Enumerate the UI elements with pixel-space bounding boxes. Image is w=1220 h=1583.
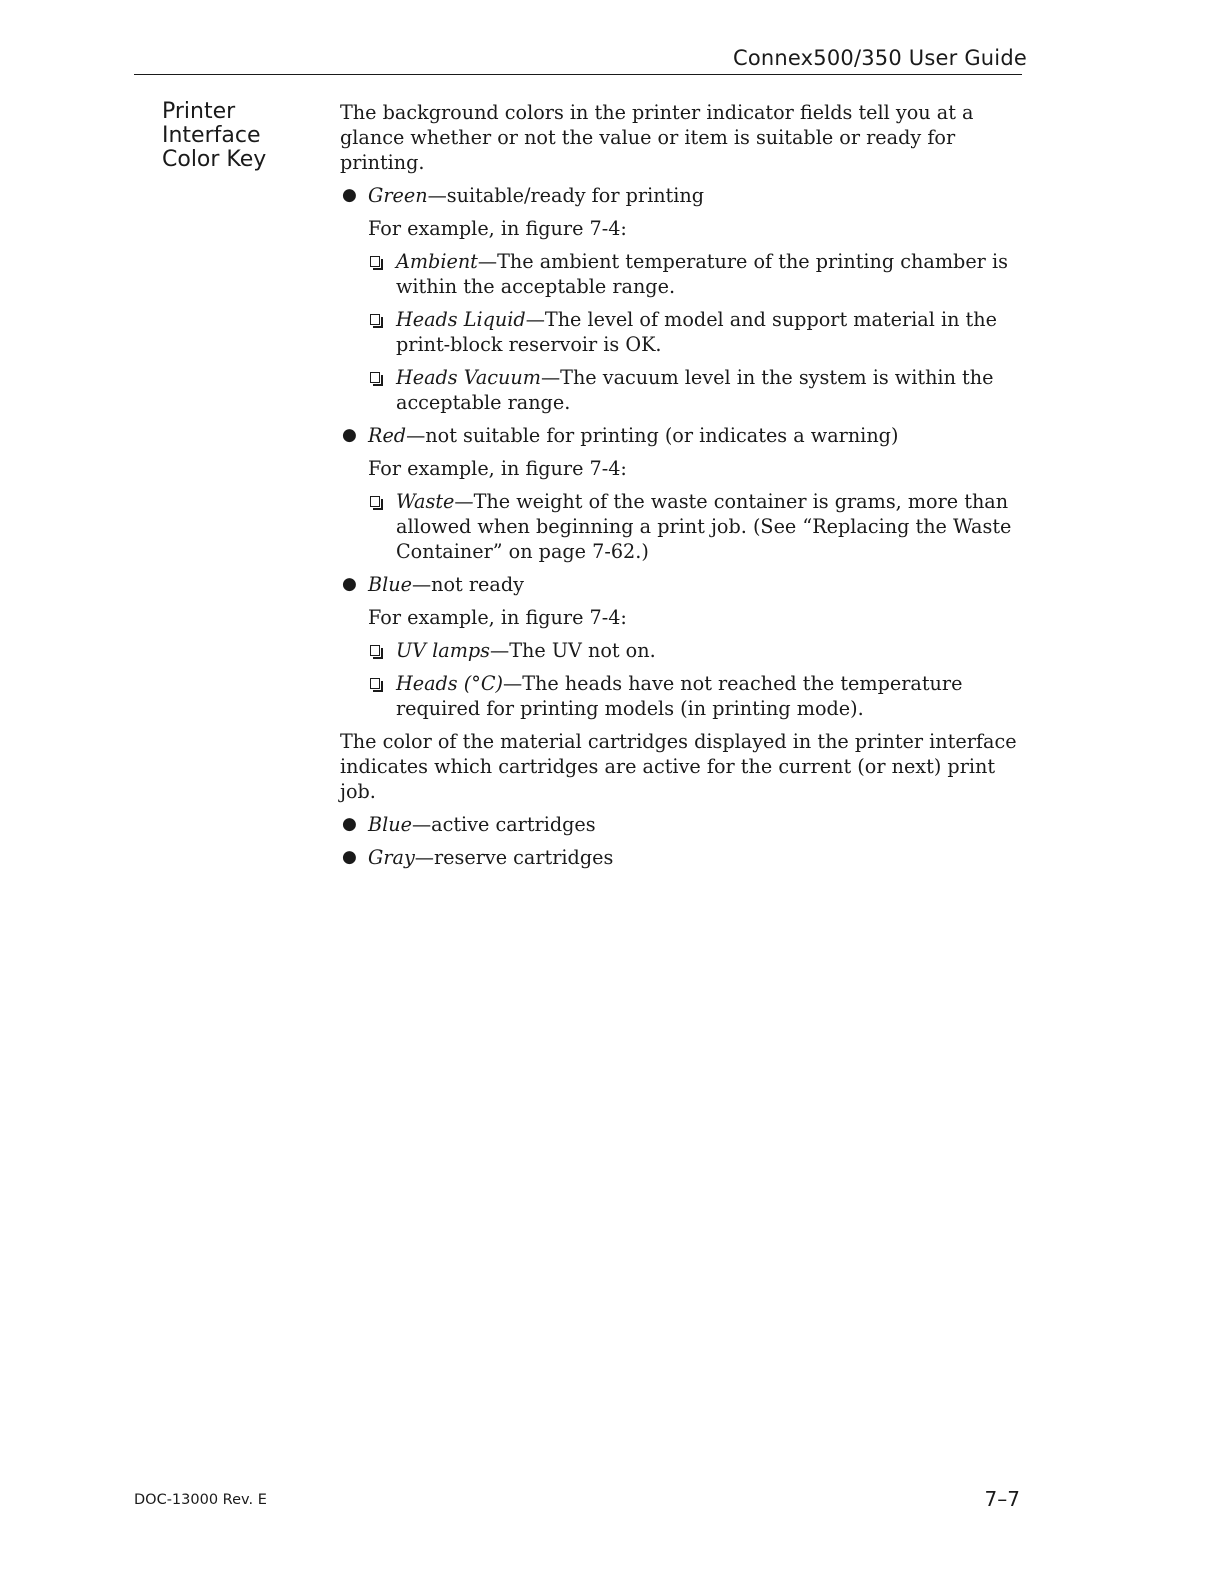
bullet-dot-icon: ● (342, 847, 357, 867)
bullet-term: Blue (368, 573, 412, 596)
sub-item-desc: —The level of model and support material in the print-block reservoir is OK. (396, 308, 997, 356)
sub-item-desc: —The heads have not reached the temperature required for printing models (in printing mode). (396, 672, 963, 720)
bullet-term: Red (368, 424, 407, 447)
sub-item-term: Heads Liquid (396, 308, 526, 331)
bullet-desc: —reserve cartridges (414, 846, 614, 869)
bullet-desc: —not suitable for printing (or indicates a warning) (406, 424, 899, 447)
sub-item-term: Waste (396, 490, 455, 513)
checkbox-bullet-icon (370, 645, 380, 656)
footer-doc-id: DOC-13000 Rev. E (134, 1492, 267, 1508)
bullet-green (340, 183, 1020, 208)
sub-item-uv-lamps (340, 638, 1020, 663)
sub-item-term: Heads (°C) (396, 672, 504, 695)
running-header: Connex500/350 User Guide (732, 46, 1027, 70)
body-text (340, 100, 1020, 878)
footer-page-number: 7–7 (984, 1487, 1020, 1511)
bullet-desc: —suitable/ready for printing (427, 184, 705, 207)
bullet-term: Blue (368, 813, 412, 836)
example-line: For example, in figure 7-4: (368, 457, 627, 480)
example-line: For example, in figure 7-4: (368, 217, 627, 240)
sub-item-ambient (340, 249, 1020, 299)
section-heading-line: Printer (162, 99, 236, 124)
example-line: For example, in figure 7-4: (368, 606, 627, 629)
sub-item-heads-liquid (340, 307, 1020, 357)
bullet-blue (340, 572, 1020, 597)
sub-item-desc: —The weight of the waste container is grams, more than allowed when beginning a print job. (See “Replacing the Waste Container” on page 7-62.) (396, 490, 1012, 563)
sub-item-desc: —The vacuum level in the system is within the acceptable range. (396, 366, 994, 414)
bullet-dot-icon: ● (342, 574, 357, 594)
bullet-dot-icon: ● (342, 185, 357, 205)
section-heading-line: Interface (162, 123, 261, 148)
bullet-dot-icon: ● (342, 814, 357, 834)
section-heading-line: Color Key (162, 147, 267, 172)
intro-paragraph: The background colors in the printer indicator fields tell you at a glance whether or not the value or item is suitable or ready for printing. (340, 101, 974, 174)
sub-item-desc: —The UV not on. (490, 639, 656, 662)
checkbox-bullet-icon (370, 314, 380, 325)
bullet-dot-icon: ● (342, 425, 357, 445)
bullet-cartridge-gray (340, 845, 1020, 870)
bullet-red (340, 423, 1020, 448)
sub-item-desc: —The ambient temperature of the printing chamber is within the acceptable range. (396, 250, 1008, 298)
checkbox-bullet-icon (370, 496, 380, 507)
sub-item-term: UV lamps (396, 639, 491, 662)
cartridges-paragraph: The color of the material cartridges displayed in the printer interface indicates which cartridges are active for the current (or next) print job. (340, 730, 1017, 803)
section-heading (162, 100, 322, 172)
checkbox-bullet-icon (370, 256, 380, 267)
sub-item-heads-vacuum (340, 365, 1020, 415)
checkbox-bullet-icon (370, 678, 380, 689)
bullet-term: Green (368, 184, 428, 207)
sub-item-waste (340, 489, 1020, 564)
bullet-desc: —not ready (411, 573, 524, 596)
bullet-desc: —active cartridges (411, 813, 596, 836)
sub-item-term: Heads Vacuum (396, 366, 541, 389)
checkbox-bullet-icon (370, 372, 380, 383)
bullet-cartridge-blue (340, 812, 1020, 837)
bullet-term: Gray (368, 846, 415, 869)
sub-item-term: Ambient (396, 250, 478, 273)
sub-item-heads-temp (340, 671, 1020, 721)
header-rule (134, 74, 1022, 75)
